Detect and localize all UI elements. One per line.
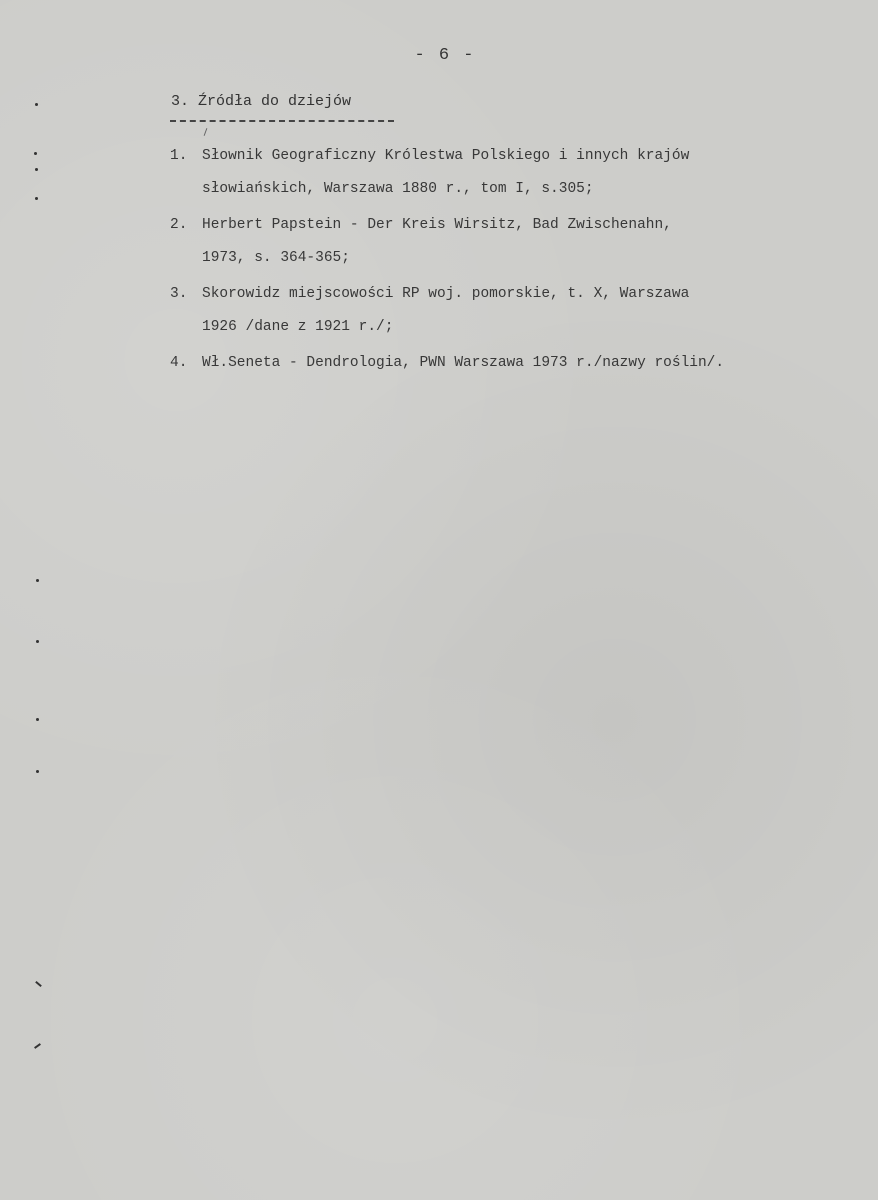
scan-dot <box>36 640 39 643</box>
scan-dot <box>35 168 38 171</box>
source-text-line: słowiańskich, Warszawa 1880 r., tom I, s.305; <box>202 181 594 197</box>
source-number: 4. <box>170 355 188 371</box>
section-heading: 3. Źródła do dziejów <box>171 93 352 110</box>
scan-dot <box>35 197 38 200</box>
page-number: - 6 - <box>414 46 476 65</box>
source-text-line: 1973, s. 364-365; <box>202 250 350 266</box>
heading-underline <box>170 120 394 122</box>
scan-dot <box>35 103 38 106</box>
pen-mark <box>204 128 208 136</box>
scan-mark <box>34 1043 41 1049</box>
source-number: 2. <box>170 217 188 233</box>
source-text-line: Wł.Seneta - Dendrologia, PWN Warszawa 1973 r./nazwy roślin/. <box>202 355 725 371</box>
source-item <box>170 278 860 344</box>
scan-mark <box>35 981 42 987</box>
source-number: 3. <box>170 286 188 302</box>
scan-dot <box>36 770 39 773</box>
source-text-line: Skorowidz miejscowości RP woj. pomorskie, t. X, Warszawa <box>202 286 690 302</box>
scan-dot <box>34 152 37 155</box>
source-text-line: 1926 /dane z 1921 r./; <box>202 319 394 335</box>
source-list <box>170 140 860 383</box>
source-item <box>170 140 860 206</box>
scan-dot <box>36 579 39 582</box>
source-text-line: Herbert Papstein - Der Kreis Wirsitz, Bad Zwischenahn, <box>202 217 672 233</box>
source-text-line: Słownik Geograficzny Królestwa Polskiego i innych krajów <box>202 148 690 164</box>
source-item <box>170 209 860 275</box>
source-item <box>170 347 860 380</box>
scan-dot <box>36 718 39 721</box>
source-number: 1. <box>170 148 188 164</box>
